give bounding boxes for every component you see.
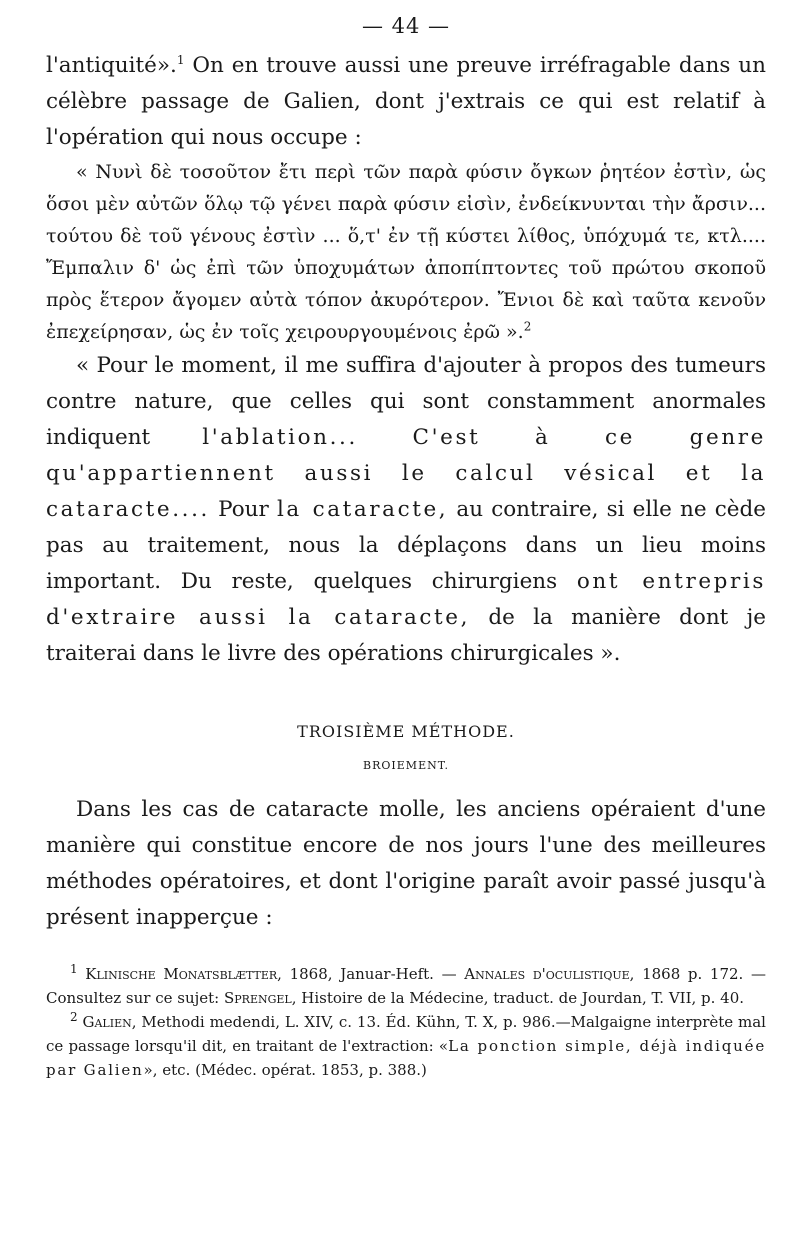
footnote-1-text-2: , 1868 p. 172. — Consultez sur ce sujet: xyxy=(46,965,766,1007)
footnote-ref-1: 1 xyxy=(176,52,185,67)
section-title: TROISIÈME MÉTHODE. xyxy=(297,722,515,741)
footnote-2-mark: 2 xyxy=(70,1010,78,1024)
translation-part-1: « Pour le moment, il me suffira d'ajouter à propos des tumeurs contre nature, que celles qui sont constamment anormales indiquent xyxy=(46,353,766,450)
section-subtitle: BROIEMENT. xyxy=(363,759,449,772)
book-page xyxy=(46,0,766,1082)
translation-part-2: Pour xyxy=(209,497,277,522)
footnote-1-mark: 1 xyxy=(70,962,78,976)
footnote-1-text-1: , 1868, Januar-Heft. — xyxy=(277,965,465,983)
footnote-2-source: Galien xyxy=(82,1013,132,1031)
translation-paragraph xyxy=(46,348,766,672)
translation-part-3: au contraire, si elle ne cède pas au traitement, nous la déplaçons dans un lieu moins important. Du reste, quelques chirurgiens xyxy=(46,497,766,594)
greek-quote xyxy=(46,156,766,348)
body-paragraph: Dans les cas de cataracte molle, les anciens opéraient d'une manière qui constitue encore de nos jours l'une des meilleures méthodes opératoires, et dont l'origine paraît avoir passé jusqu'à présent inapperçue : xyxy=(46,797,766,930)
footnote-1 xyxy=(46,962,766,1010)
translation-spaced-2: la cataracte, xyxy=(276,497,449,522)
footnote-2-text-1: , Methodi medendi, L. XIV, c. 13. Éd. Kühn, T. X, p. 986.—Malgaigne interprète mal ce passage lorsqu'il dit, en traitant de l'extraction: « xyxy=(46,1013,766,1055)
footnote-2-text-2: », etc. (Médec. opérat. 1853, p. 388.) xyxy=(143,1061,427,1079)
greek-quote-text: « Νυνὶ δὲ τοσοῦτον ἔτι περὶ τῶν παρὰ φύσιν ὄγκων ῥητέον ἐστὶν, ὡς ὅσοι μὲν αὐτῶν ὅλῳ τῷ γένει παρὰ φύσιν εἰσὶν, ἐνδείκνυνται τὴν ἄρσιν... τούτου δὲ τοῦ γένους ἐστὶν ... ὅ,τ' ἐν τῇ κύστει λίθος, ὑπόχυμά τε, κτλ.... Ἔμπαλιν δ' ὡς ἐπὶ τῶν ὑποχυμάτων ἀποπίπτοντες τοῦ πρώτου σκοποῦ πρὸς ἕτερον ἄγομεν αὐτὰ τόπον ἀκυρότερον. Ἔνιοι δὲ καὶ ταῦτα κενοῦν ἐπεχείρησαν, ὡς ἐν τοῖς χειρουργουμένοις ἐρῶ ». xyxy=(46,161,766,343)
translation-part-4: de la manière dont je traiterai dans le livre des opérations chirurgicales ». xyxy=(46,605,767,666)
translation-spaced-1: l'ablation... C'est à ce genre qu'appartiennent aussi le calcul vésical et la cataracte.... xyxy=(46,425,766,522)
footnote-2 xyxy=(46,1010,766,1082)
footnote-1-text-3: , Histoire de la Médecine, traduct. de Jourdan, T. VII, p. 40. xyxy=(291,989,745,1007)
footnote-1-source-1: Klinische Monatsblætter xyxy=(85,965,278,983)
footnote-1-source-3: Sprengel xyxy=(223,989,292,1007)
page-number: — 44 — xyxy=(361,14,451,38)
intro-paragraph xyxy=(46,48,766,156)
footnotes xyxy=(46,962,766,1082)
intro-text: l'antiquité». xyxy=(46,53,177,78)
translation-spaced-3: ont entrepris d'extraire aussi la cataracte, xyxy=(46,569,766,630)
footnote-2-spaced: La ponction simple, déjà indiquée par Galien xyxy=(46,1037,766,1079)
intro-rest: On en trouve aussi une preuve irréfragable dans un célèbre passage de Galien, dont j'extrais ce qui est relatif à l'opération qui nous occupe : xyxy=(46,53,766,150)
footnote-ref-2: 2 xyxy=(523,319,532,334)
footnote-1-source-2: Annales d'oculistique xyxy=(464,965,630,983)
